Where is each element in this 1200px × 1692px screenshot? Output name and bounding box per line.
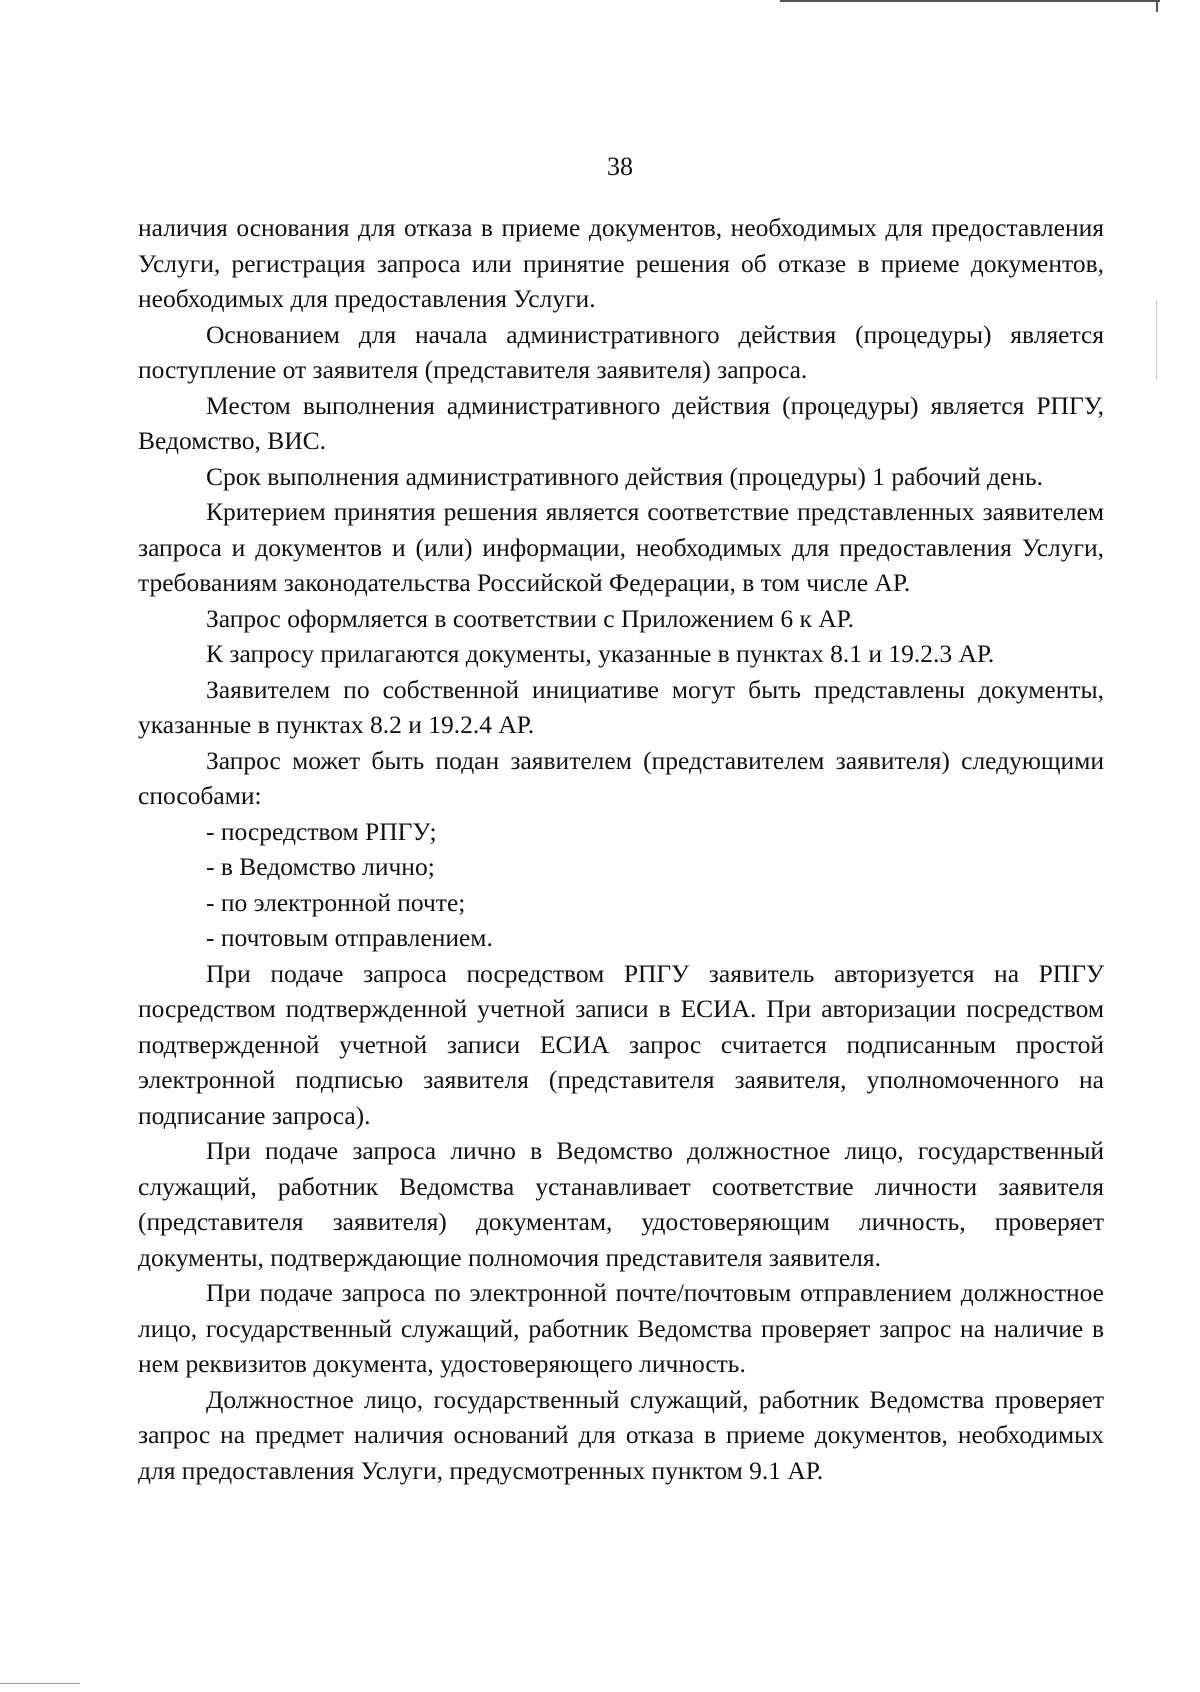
paragraph: Запрос может быть подан заявителем (представителем заявителя) следующими способами: <box>138 745 1104 810</box>
paragraph: Критерием принятия решения является соответствие представленных заявителем запроса и документов и (или) информации, необходимых для предоставления Услуги, требованиям законодательства Российской Федерации, в том числе АР. <box>138 497 1104 597</box>
list-item: - по электронной почте; <box>206 887 466 917</box>
paragraph: При подаче запроса лично в Ведомство должностное лицо, государственный служащий, работник Ведомства устанавливает соответствие личности заявителя (представителя заявителя) документам, удостоверяющим личность, проверяет документы, подтверждающие полномочия представителя заявителя. <box>138 1136 1104 1272</box>
paragraph: Должностное лицо, государственный служащий, работник Ведомства проверяет запрос на предмет наличия оснований для отказа в приеме документов, необходимых для предоставления Услуги, предусмотренных пунктом 9.1 АР. <box>138 1384 1104 1485</box>
paragraph: К запросу прилагаются документы, указанные в пунктах 8.1 и 19.2.3 АР. <box>206 639 995 668</box>
document-body <box>138 210 1104 1488</box>
paragraph: Заявителем по собственной инициативе могут быть представлены документы, указанные в пунктах 8.2 и 19.2.4 АР. <box>138 674 1104 739</box>
paragraph: Срок выполнения административного действия (процедуры) 1 рабочий день. <box>206 461 1043 491</box>
paragraph: Запрос оформляется в соответствии с Приложением 6 к АР. <box>206 603 855 633</box>
list-item: - посредством РПГУ; <box>206 816 437 846</box>
list-item: - почтовым отправлением. <box>206 923 493 952</box>
scan-margin-mark <box>1156 300 1157 380</box>
page-number: 38 <box>607 152 633 181</box>
scan-top-rule <box>780 0 1160 2</box>
paragraph: Основанием для начала административного действия (процедуры) является поступление от заявителя (представителя заявителя) запроса. <box>138 319 1104 384</box>
paragraph: При подаче запроса по электронной почте/почтовым отправлением должностное лицо, государственный служащий, работник Ведомства проверяет запрос на наличие в нем реквизитов документа, удостоверяющего личность. <box>138 1278 1104 1378</box>
paragraph: наличия основания для отказа в приеме документов, необходимых для предоставления Услуги, регистрация запроса или принятие решения об отказе в приеме документов, необходимых для предоставления Услуги. <box>138 213 1104 313</box>
scan-bottom-rule <box>0 1683 80 1684</box>
scan-top-tick <box>1156 0 1158 12</box>
paragraph: При подаче запроса посредством РПГУ заявитель авторизуется на РПГУ посредством подтвержденной учетной записи в ЕСИА. При авторизации посредством подтвержденной учетной записи ЕСИА запрос считается подписанным простой электронной подписью заявителя (представителя заявителя, уполномоченного на подписание запроса). <box>138 958 1104 1130</box>
paragraph: Местом выполнения административного действия (процедуры) является РПГУ, Ведомство, ВИС. <box>138 390 1104 455</box>
list-item: - в Ведомство лично; <box>206 852 435 881</box>
